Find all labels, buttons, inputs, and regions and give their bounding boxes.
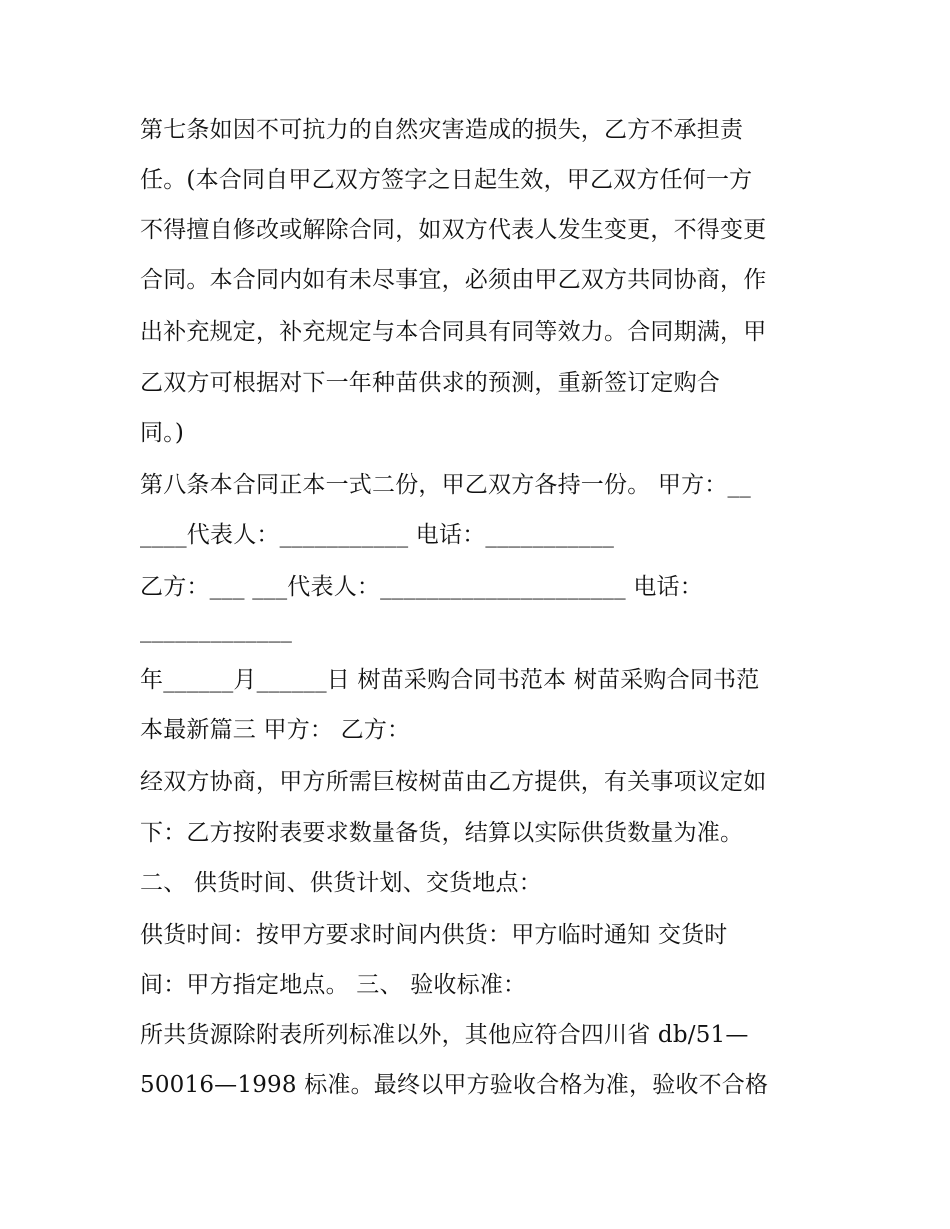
text-line: 乙方：___ ___代表人：_____________________ 电话：	[140, 574, 703, 600]
text-line: _____________	[140, 617, 293, 643]
text-line: 下：乙方按附表要求数量备货，结算以实际供货数量为准。	[140, 820, 744, 846]
text-line: ____代表人：___________ 电话：___________	[140, 522, 615, 548]
text-line: 经双方协商，甲方所需巨桉树苗由乙方提供，有关事项议定如	[140, 769, 767, 795]
text-line: 50016—1998 标准。最终以甲方验收合格为准，验收不合格	[140, 1072, 769, 1098]
text-line: 间：甲方指定地点。 三、 验收标准：	[140, 972, 527, 998]
text-line: 合同。本合同内如有未尽事宜，必须由甲乙双方共同协商，作	[140, 267, 767, 293]
text-line: 乙双方可根据对下一年种苗供求的预测，重新签订定购合	[140, 370, 720, 396]
text-line: 供货时间：按甲方要求时间内供货：甲方临时通知 交货时	[140, 922, 728, 948]
text-line: 同。)	[140, 420, 185, 446]
text-line: 年______月______日 树苗采购合同书范本 树苗采购合同书范	[140, 667, 760, 693]
text-line: 出补充规定，补充规定与本合同具有同等效力。合同期满，甲	[140, 319, 767, 345]
text-line: 第八条本合同正本一式二份，甲乙双方各持一份。 甲方：__	[140, 472, 751, 498]
text-line: 二、 供货时间、供货计划、交货地点：	[140, 870, 542, 896]
text-line: 所共货源除附表所列标准以外，其他应符合四川省 db/51—	[140, 1022, 749, 1048]
text-line: 第七条如因不可抗力的自然灾害造成的损失，乙方不承担责	[140, 117, 744, 143]
text-line: 本最新篇三 甲方： 乙方：	[140, 717, 411, 743]
text-line: 任。(本合同自甲乙双方签字之日起生效，甲乙双方任何一方	[140, 167, 753, 193]
text-line: 不得擅自修改或解除合同，如双方代表人发生变更，不得变更	[140, 217, 767, 243]
